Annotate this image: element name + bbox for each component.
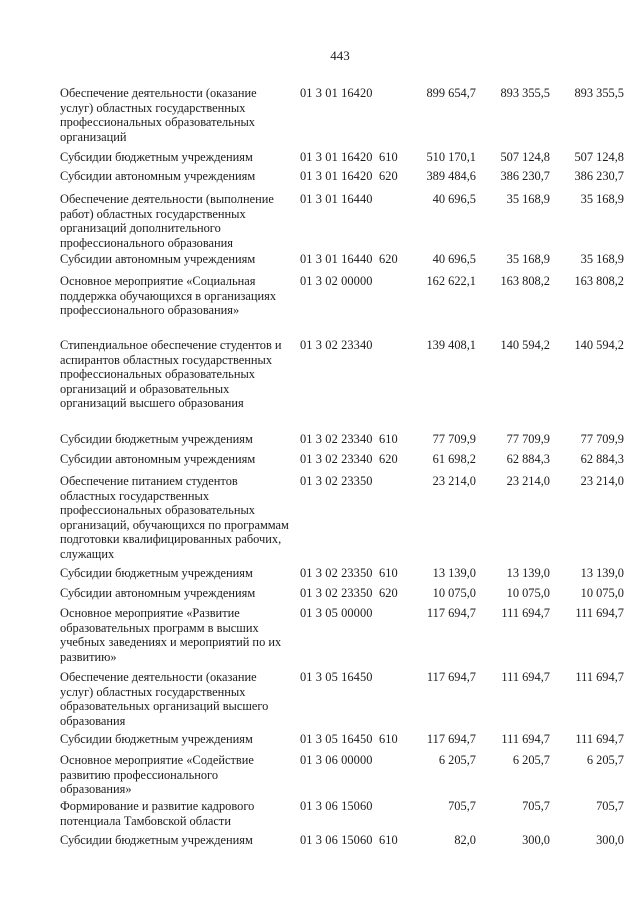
amount-year-1: 162 622,1 bbox=[426, 274, 476, 288]
amount-year-1: 40 696,5 bbox=[432, 252, 476, 266]
amount-year-2: 111 694,7 bbox=[501, 606, 550, 620]
amount-year-2: 163 808,2 bbox=[500, 274, 550, 288]
budget-item-name: Субсидии автономным учреждениям bbox=[60, 169, 256, 183]
budget-classification-code: 01 3 01 16420 bbox=[300, 86, 373, 100]
budget-item-name: Субсидии автономным учреждениям bbox=[60, 586, 256, 600]
amount-year-1: 389 484,6 bbox=[426, 169, 476, 183]
table-row bbox=[60, 606, 624, 664]
budget-item-name: Формирование и развитие кадрового потенциала Тамбовской области bbox=[60, 799, 255, 828]
budget-classification-code: 01 3 01 16420 620 bbox=[300, 169, 398, 183]
budget-item-name: Основное мероприятие «Развитие образовательных программ в высших учебных заведениях и мероприятий по их развитию» bbox=[60, 606, 282, 664]
table-row bbox=[60, 799, 624, 828]
amount-year-3: 163 808,2 bbox=[574, 274, 624, 288]
budget-item-name: Субсидии бюджетным учреждениям bbox=[60, 732, 253, 746]
table-row bbox=[60, 566, 624, 581]
budget-classification-code: 01 3 02 23340 610 bbox=[300, 432, 398, 446]
amount-year-1: 510 170,1 bbox=[426, 150, 476, 164]
amount-year-2: 140 594,2 bbox=[500, 338, 550, 352]
budget-classification-code: 01 3 02 23350 620 bbox=[300, 586, 398, 600]
amount-year-3: 62 884,3 bbox=[580, 452, 624, 466]
table-row bbox=[60, 586, 624, 601]
table-row bbox=[60, 338, 624, 411]
amount-year-1: 899 654,7 bbox=[426, 86, 476, 100]
budget-classification-code: 01 3 06 00000 bbox=[300, 753, 373, 767]
amount-year-1: 13 139,0 bbox=[432, 566, 476, 580]
table-row bbox=[60, 252, 624, 267]
budget-item-name: Субсидии бюджетным учреждениям bbox=[60, 833, 253, 847]
amount-year-1: 23 214,0 bbox=[432, 474, 476, 488]
table-row bbox=[60, 274, 624, 318]
amount-year-3: 35 168,9 bbox=[580, 252, 624, 266]
amount-year-2: 62 884,3 bbox=[506, 452, 550, 466]
amount-year-3: 6 205,7 bbox=[586, 753, 624, 767]
amount-year-3: 140 594,2 bbox=[574, 338, 624, 352]
amount-year-1: 6 205,7 bbox=[438, 753, 476, 767]
page-number: 443 bbox=[330, 48, 350, 63]
budget-item-name: Основное мероприятие «Социальная поддержка обучающихся в организациях профессионального образования» bbox=[60, 274, 277, 318]
amount-year-2: 893 355,5 bbox=[500, 86, 550, 100]
table-row bbox=[60, 670, 624, 728]
budget-item-name: Основное мероприятие «Содействие развитию профессионального образования» bbox=[60, 753, 254, 797]
budget-classification-code: 01 3 05 16450 bbox=[300, 670, 373, 684]
amount-year-1: 10 075,0 bbox=[432, 586, 476, 600]
amount-year-1: 117 694,7 bbox=[426, 670, 476, 684]
amount-year-2: 111 694,7 bbox=[501, 670, 550, 684]
budget-classification-code: 01 3 02 00000 bbox=[300, 274, 373, 288]
amount-year-1: 705,7 bbox=[448, 799, 476, 813]
table-row bbox=[60, 474, 624, 562]
amount-year-1: 139 408,1 bbox=[426, 338, 476, 352]
table-row bbox=[60, 833, 624, 848]
budget-classification-code: 01 3 02 23340 620 bbox=[300, 452, 398, 466]
amount-year-2: 10 075,0 bbox=[506, 586, 550, 600]
amount-year-3: 507 124,8 bbox=[574, 150, 624, 164]
budget-classification-code: 01 3 01 16440 620 bbox=[300, 252, 398, 266]
amount-year-2: 77 709,9 bbox=[506, 432, 550, 446]
budget-classification-code: 01 3 01 16440 bbox=[300, 192, 373, 206]
table-row bbox=[60, 452, 624, 467]
amount-year-3: 111 694,7 bbox=[575, 606, 624, 620]
amount-year-3: 111 694,7 bbox=[575, 670, 624, 684]
budget-item-name: Стипендиальное обеспечение студентов и аспирантов областных государственных профессиональных образовательных организаций и образовательных организаций высшего образования bbox=[60, 338, 282, 411]
amount-year-2: 507 124,8 bbox=[500, 150, 550, 164]
amount-year-2: 35 168,9 bbox=[506, 252, 550, 266]
amount-year-2: 35 168,9 bbox=[506, 192, 550, 206]
table-row bbox=[60, 150, 624, 165]
budget-classification-code: 01 3 05 00000 bbox=[300, 606, 373, 620]
amount-year-1: 77 709,9 bbox=[432, 432, 476, 446]
budget-item-name: Обеспечение деятельности (выполнение работ) областных государственных организаций дополнительного профессионального образования bbox=[60, 192, 274, 250]
table-row bbox=[60, 732, 624, 747]
table-row bbox=[60, 192, 624, 250]
amount-year-3: 77 709,9 bbox=[580, 432, 624, 446]
table-row bbox=[60, 86, 624, 144]
amount-year-2: 300,0 bbox=[522, 833, 550, 847]
amount-year-3: 893 355,5 bbox=[574, 86, 624, 100]
budget-classification-code: 01 3 02 23340 bbox=[300, 338, 373, 352]
amount-year-3: 35 168,9 bbox=[580, 192, 624, 206]
amount-year-1: 117 694,7 bbox=[426, 732, 476, 746]
amount-year-3: 10 075,0 bbox=[580, 586, 624, 600]
table-row bbox=[60, 432, 624, 447]
amount-year-1: 82,0 bbox=[454, 833, 476, 847]
amount-year-2: 6 205,7 bbox=[512, 753, 550, 767]
budget-item-name: Обеспечение питанием студентов областных государственных профессиональных образовательных организаций, обучающихся по программам подготовки квалифицированных рабочих, служащих bbox=[60, 474, 289, 561]
amount-year-2: 705,7 bbox=[522, 799, 550, 813]
amount-year-1: 61 698,2 bbox=[432, 452, 476, 466]
budget-classification-code: 01 3 06 15060 610 bbox=[300, 833, 398, 847]
amount-year-3: 705,7 bbox=[596, 799, 624, 813]
amount-year-3: 111 694,7 bbox=[575, 732, 624, 746]
amount-year-2: 111 694,7 bbox=[501, 732, 550, 746]
amount-year-1: 117 694,7 bbox=[426, 606, 476, 620]
budget-classification-code: 01 3 06 15060 bbox=[300, 799, 373, 813]
amount-year-2: 13 139,0 bbox=[506, 566, 550, 580]
amount-year-3: 386 230,7 bbox=[574, 169, 624, 183]
budget-classification-code: 01 3 02 23350 bbox=[300, 474, 373, 488]
budget-item-name: Субсидии бюджетным учреждениям bbox=[60, 566, 253, 580]
budget-item-name: Субсидии автономным учреждениям bbox=[60, 252, 256, 266]
table-row bbox=[60, 753, 624, 797]
table-row bbox=[60, 169, 624, 184]
amount-year-1: 40 696,5 bbox=[432, 192, 476, 206]
budget-item-name: Обеспечение деятельности (оказание услуг) областных государственных образовательных организаций высшего образования bbox=[60, 670, 269, 728]
amount-year-3: 300,0 bbox=[596, 833, 624, 847]
amount-year-3: 23 214,0 bbox=[580, 474, 624, 488]
budget-item-name: Субсидии бюджетным учреждениям bbox=[60, 432, 253, 446]
amount-year-3: 13 139,0 bbox=[580, 566, 624, 580]
amount-year-2: 23 214,0 bbox=[506, 474, 550, 488]
budget-item-name: Обеспечение деятельности (оказание услуг) областных государственных профессиональных образовательных организаций bbox=[60, 86, 257, 144]
budget-classification-code: 01 3 02 23350 610 bbox=[300, 566, 398, 580]
budget-classification-code: 01 3 01 16420 610 bbox=[300, 150, 398, 164]
amount-year-2: 386 230,7 bbox=[500, 169, 550, 183]
budget-classification-code: 01 3 05 16450 610 bbox=[300, 732, 398, 746]
budget-item-name: Субсидии автономным учреждениям bbox=[60, 452, 256, 466]
budget-item-name: Субсидии бюджетным учреждениям bbox=[60, 150, 253, 164]
